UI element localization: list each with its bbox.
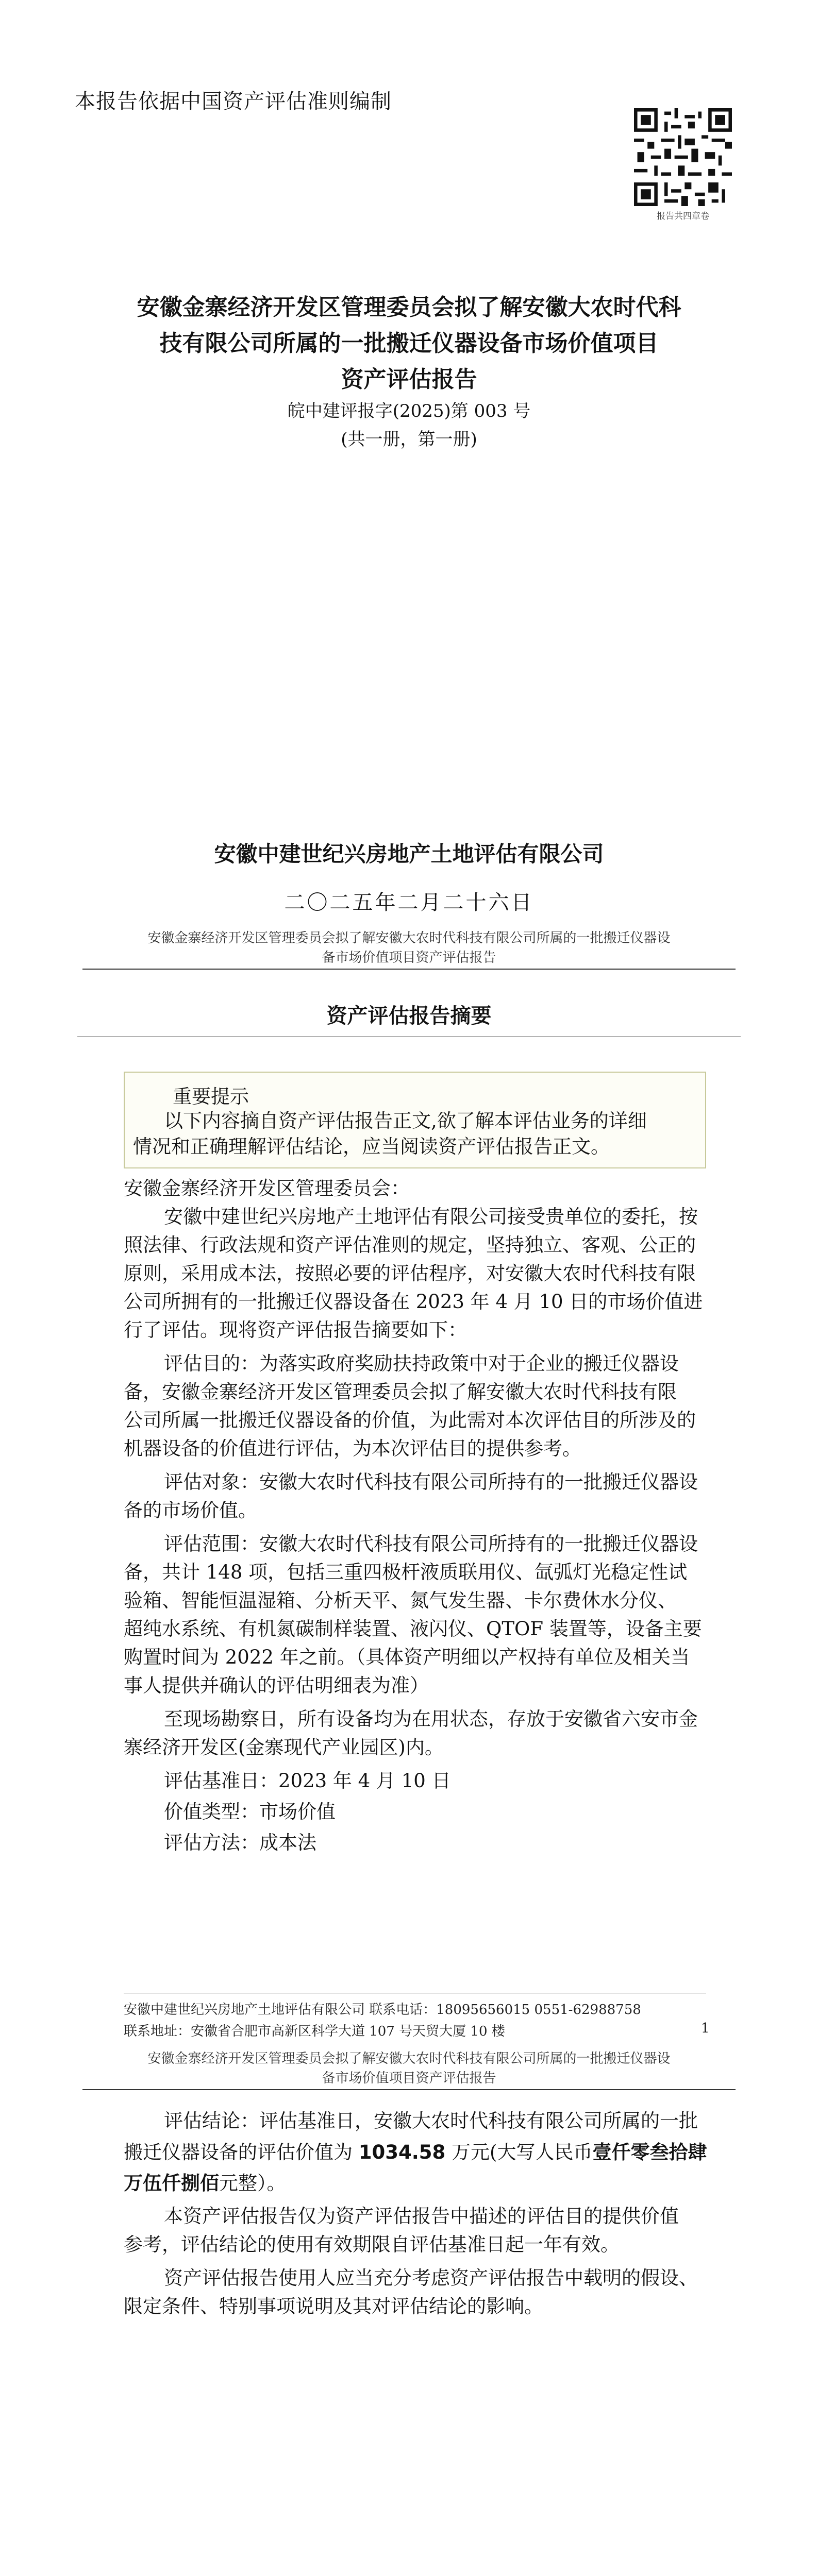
header-divider — [82, 969, 736, 970]
object-line: 评估对象：安徽大农时代科技有限公司所持有的一批搬迁仪器设 — [164, 1471, 698, 1493]
valuation-method: 评估方法：成本法 — [164, 1832, 316, 1854]
appraised-value: 1034.58 — [358, 2141, 446, 2163]
purpose-line: 备，安徽金寨经济开发区管理委员会拟了解安徽大农时代科技有限 — [124, 1381, 677, 1403]
purpose-line: 公司所属一批搬迁仪器设备的价值，为此需对本次评估目的所涉及的 — [124, 1409, 696, 1431]
site-line: 寨经济开发区(金寨现代产业园区)内。 — [124, 1736, 444, 1758]
page-number: 1 — [701, 2021, 710, 2036]
running-header-line-2: 备市场价值项目资产评估报告 — [322, 2071, 496, 2086]
scope-line: 验箱、智能恒温湿箱、分析天平、氮气发生器、卡尔费休水分仪、 — [124, 1589, 677, 1612]
usage-note: 资产评估报告使用人应当充分考虑资产评估报告中载明的假设、 — [164, 2267, 698, 2289]
conclusion-line-2 — [124, 2141, 707, 2164]
running-header-line-1: 安徽金寨经济开发区管理委员会拟了解安徽大农时代科技有限公司所属的一批搬迁仪器设 — [147, 2051, 671, 2066]
usage-note: 本资产评估报告仅为资产评估报告中描述的评估目的提供价值 — [164, 2205, 679, 2227]
scope-line: 评估范围：安徽大农时代科技有限公司所持有的一批搬迁仪器设 — [164, 1533, 698, 1555]
conclusion-line-1: 评估结论：评估基准日，安徽大农时代科技有限公司所属的一批 — [164, 2110, 698, 2132]
footer-address: 联系地址：安徽省合肥市高新区科学大道 107 号天贸大厦 10 楼 — [124, 2024, 505, 2039]
appraised-value-uppercase: 壹仟零叁拾肆 — [592, 2141, 707, 2163]
scope-line: 事人提供并确认的评估明细表为准） — [124, 1674, 429, 1697]
valuation-date: 评估基准日：2023 年 4 月 10 日 — [164, 1770, 451, 1792]
site-line: 至现场勘察日，所有设备均为在用状态，存放于安徽省六安市金 — [164, 1708, 698, 1730]
usage-note: 参考，评估结论的使用有效期限自评估基准日起一年有效。 — [124, 2233, 620, 2256]
report-title-line-1: 安徽金寨经济开发区管理委员会拟了解安徽大农时代科 — [137, 294, 681, 320]
body-line: 安徽中建世纪兴房地产土地评估有限公司接受贵单位的委托，按 — [164, 1206, 698, 1228]
body-line: 原则，采用成本法，按照必要的评估程序，对安徽大农时代科技有限 — [124, 1262, 696, 1284]
usage-note: 限定条件、特别事项说明及其对评估结论的影响。 — [124, 2295, 543, 2317]
running-header-line-2: 备市场价值项目资产评估报告 — [322, 950, 496, 965]
conclusion-text: 元整）。 — [219, 2172, 286, 2194]
body-line: 公司所拥有的一批搬迁仪器设备在 2023 年 4 月 10 日的市场价值进 — [124, 1291, 703, 1313]
qr-code-icon — [634, 108, 732, 206]
report-title-line-2: 技有限公司所属的一批搬迁仪器设备市场价值项目 — [159, 330, 659, 357]
scope-line: 备，共计 148 项，包括三重四极杆液质联用仪、氙弧灯光稳定性试 — [124, 1561, 688, 1583]
notice-line-2: 情况和正确理解评估结论，应当阅读资产评估报告正文。 — [133, 1136, 610, 1158]
scope-line: 超纯水系统、有机氮碳制样装置、液闪仪、QTOF 装置等，设备主要 — [124, 1618, 702, 1640]
conclusion-text: 搬迁仪器设备的评估价值为 — [124, 2141, 359, 2163]
report-title-line-3: 资产评估报告 — [341, 366, 477, 393]
purpose-line: 评估目的：为落实政府奖励扶持政策中对于企业的搬迁仪器设 — [164, 1352, 679, 1375]
qr-caption: 报告共四章卷 — [657, 211, 709, 222]
appraised-value-uppercase: 万伍仟捌佰 — [124, 2172, 219, 2194]
volume-note: (共一册，第一册) — [341, 429, 477, 450]
notice-line-1: 以下内容摘自资产评估报告正文,欲了解本评估业务的详细 — [164, 1110, 647, 1132]
body-line: 行了评估。现将资产评估报告摘要如下： — [124, 1319, 467, 1341]
header-divider — [82, 2089, 736, 2090]
body-line: 照法律、行政法规和资产评估准则的规定，坚持独立、客观、公正的 — [124, 1234, 696, 1256]
document-number: 皖中建评报字(2025)第 003 号 — [287, 401, 531, 421]
company-name: 安徽中建世纪兴房地产土地评估有限公司 — [214, 841, 604, 867]
object-line: 备的市场价值。 — [124, 1499, 257, 1521]
value-type: 价值类型：市场价值 — [164, 1801, 336, 1823]
conclusion-line-3 — [124, 2172, 286, 2195]
footer-contact: 安徽中建世纪兴房地产土地评估有限公司 联系电话：18095656015 0551-62988758 — [124, 2002, 641, 2018]
notice-title: 重要提示 — [173, 1086, 249, 1108]
purpose-line: 机器设备的价值进行评估，为本次评估目的提供参考。 — [124, 1437, 581, 1460]
conclusion-text: 万元(大写人民币 — [445, 2141, 593, 2163]
summary-heading: 资产评估报告摘要 — [326, 1004, 492, 1028]
report-date: 二〇二五年二月二十六日 — [284, 891, 534, 914]
top-note: 本报告依据中国资产评估准则编制 — [75, 90, 392, 113]
scope-line: 购置时间为 2022 年之前。（具体资产明细以产权持有单位及相关当 — [124, 1646, 690, 1668]
addressee: 安徽金寨经济开发区管理委员会： — [124, 1177, 410, 1199]
running-header-line-1: 安徽金寨经济开发区管理委员会拟了解安徽大农时代科技有限公司所属的一批搬迁仪器设 — [147, 930, 671, 946]
